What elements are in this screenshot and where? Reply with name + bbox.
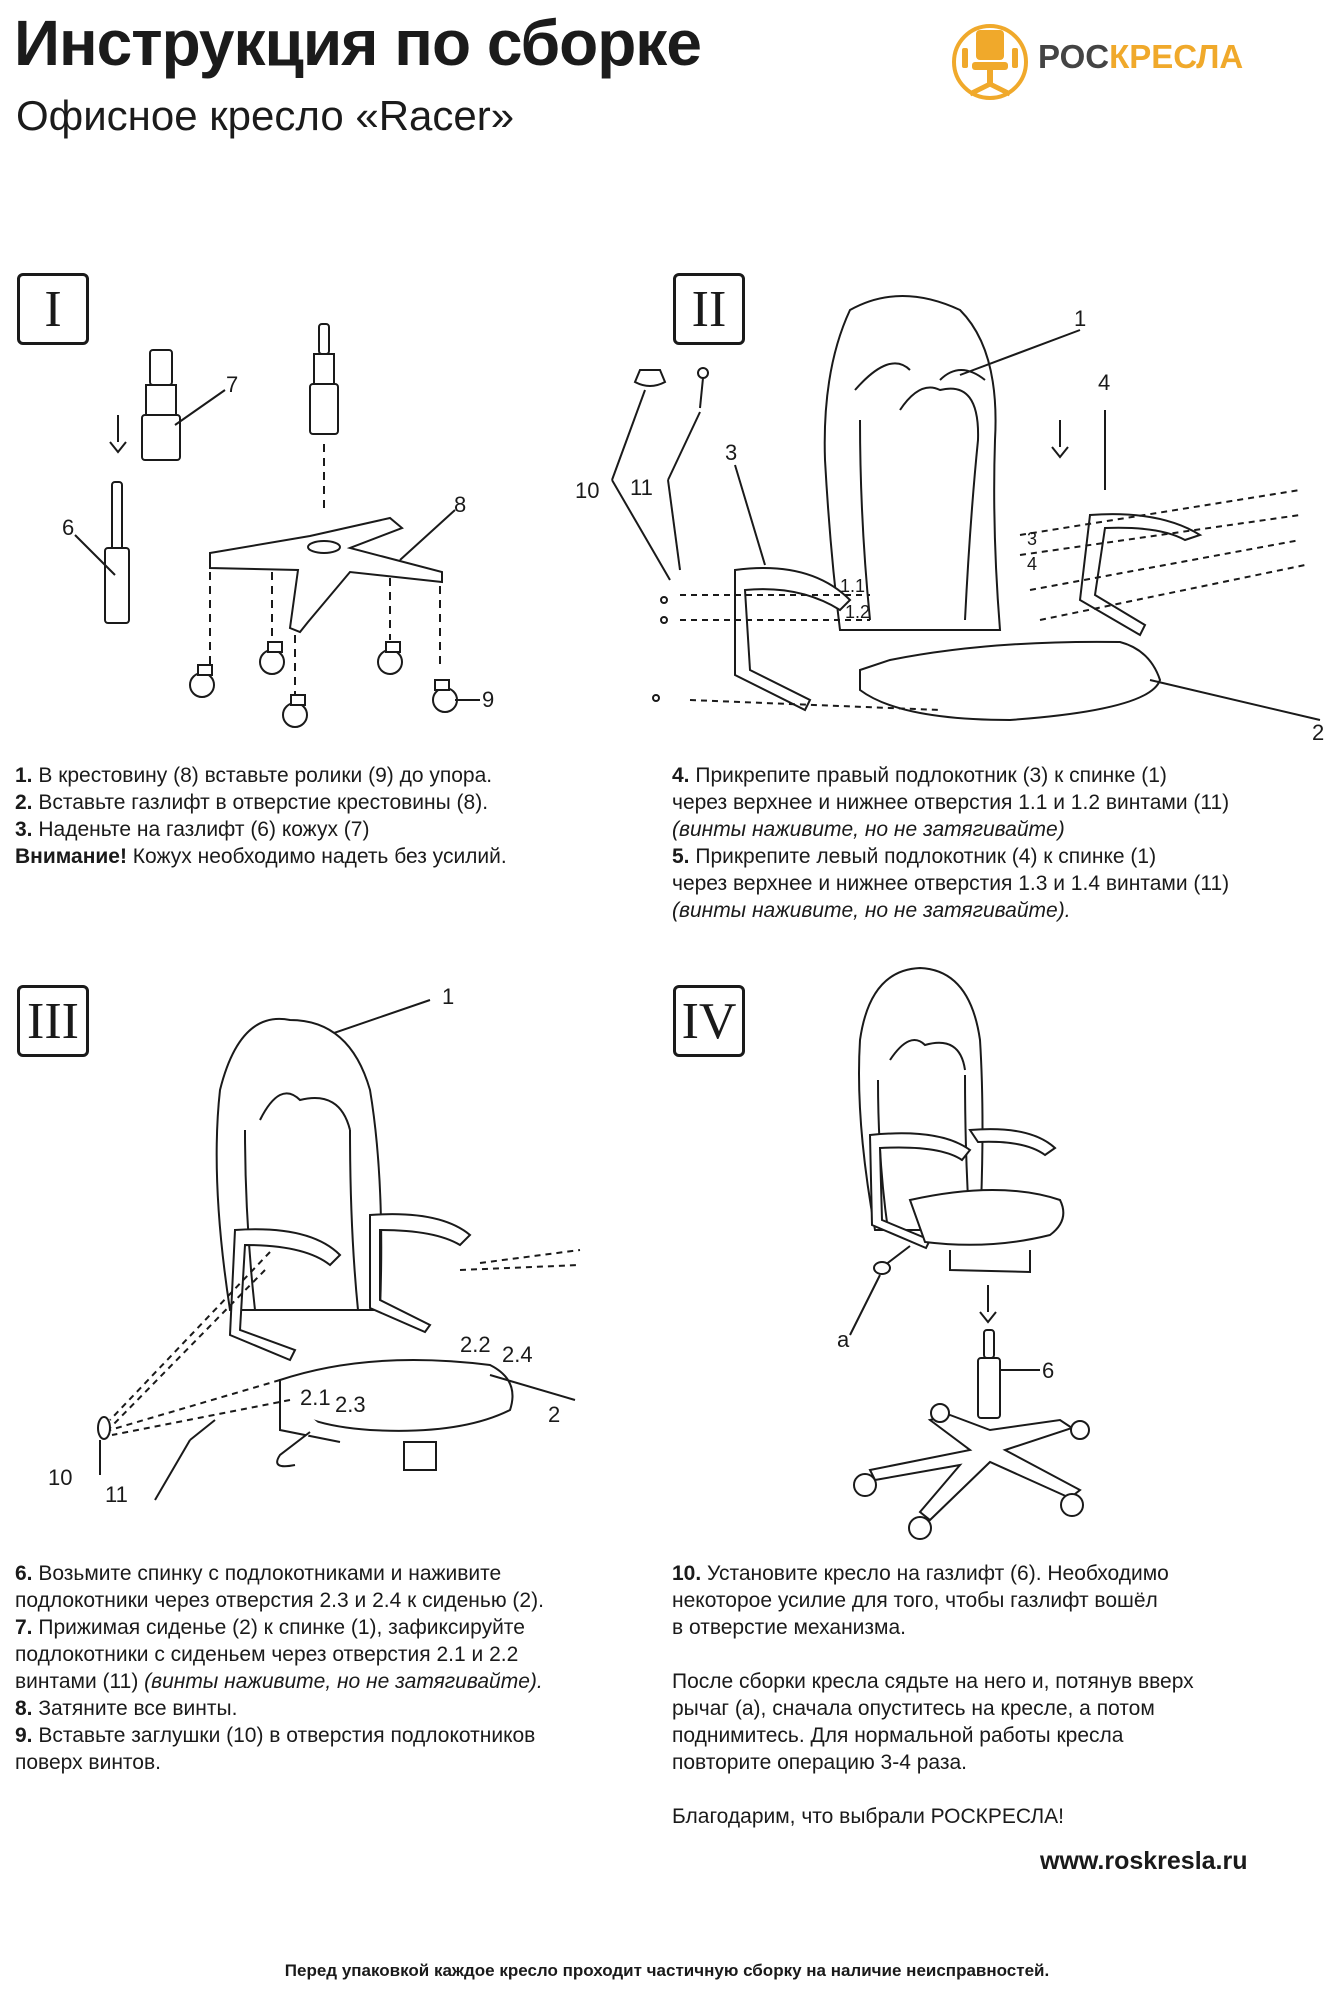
instruction-line: через верхнее и нижнее отверстия 1.1 и 1.2 винтами (11)	[672, 791, 1230, 814]
callout-1: 1	[442, 984, 455, 1009]
instruction-line: подлокотники с сиденьем через отверстия 2.1 и 2.2	[15, 1643, 519, 1666]
step-number-3: III	[17, 985, 89, 1057]
thanks-line: Благодарим, что выбрали РОСКРЕСЛА!	[672, 1805, 1065, 1828]
lever-handle-icon	[874, 1262, 890, 1274]
instruction-line: некоторое усилие для того, чтобы газлифт вошёл	[672, 1589, 1158, 1612]
instruction-line: 1. В крестовину (8) вставьте ролики (9) до упора.	[15, 764, 493, 787]
instruction-line: повторите операцию 3-4 раза.	[672, 1751, 967, 1774]
callout-4b: 4	[1027, 554, 1038, 574]
callout-1: 1	[1074, 306, 1087, 331]
instruction-line: (винты наживите, но не затягивайте).	[672, 899, 1071, 922]
step2-illustration	[560, 290, 1334, 750]
callout-2-4: 2.4	[502, 1342, 533, 1367]
plug-cap-icon	[98, 1417, 110, 1439]
callout-3: 3	[725, 440, 738, 465]
step2-instructions	[672, 762, 1322, 924]
website-link[interactable]: www.roskresla.ru	[1040, 1847, 1248, 1875]
chair-logo-icon	[954, 26, 1026, 98]
plug-cap-icon	[635, 370, 665, 386]
instruction-line: 3. Наденьте на газлифт (6) кожух (7)	[15, 818, 370, 841]
instruction-line: 7. Прижимая сиденье (2) к спинке (1), зафиксируйте	[15, 1616, 525, 1639]
callout-2: 2	[548, 1402, 561, 1427]
warning-line: Внимание! Кожух необходимо надеть без усилий.	[15, 845, 507, 868]
callout-11: 11	[105, 1482, 128, 1507]
instruction-line: подлокотники через отверстия 2.3 и 2.4 к сиденью (2).	[15, 1589, 544, 1612]
callout-4: 4	[1098, 370, 1111, 395]
document-subtitle: Офисное кресло «Racer»	[16, 92, 515, 139]
callout-9: 9	[482, 687, 495, 712]
callout-7: 7	[226, 372, 239, 397]
step3-instructions	[15, 1560, 655, 1776]
instruction-line: через верхнее и нижнее отверстия 1.3 и 1.4 винтами (11)	[672, 872, 1230, 895]
step1-instructions	[15, 762, 655, 870]
callout-2-3: 2.3	[335, 1392, 366, 1417]
step4-instructions	[672, 1560, 1322, 1830]
callout-2-2: 2.2	[460, 1332, 491, 1357]
document-title: Инструкция по сборке	[14, 7, 701, 79]
instruction-line: После сборки кресла сядьте на него и, потянув вверх	[672, 1670, 1194, 1693]
callout-10: 10	[575, 478, 600, 503]
instruction-line: 6. Возьмите спинку с подлокотниками и наживите	[15, 1562, 502, 1585]
callout-6: 6	[1042, 1358, 1055, 1383]
instruction-line: (винты наживите, но не затягивайте)	[672, 818, 1065, 841]
step-number-2: II	[673, 273, 745, 345]
callout-10: 10	[48, 1465, 73, 1490]
callout-8: 8	[454, 492, 467, 517]
step4-illustration	[800, 950, 1180, 1540]
step1-illustration	[50, 310, 530, 750]
callout-6: 6	[62, 515, 75, 540]
instruction-line: поднимитесь. Для нормальной работы кресла	[672, 1724, 1124, 1747]
instruction-line: 4. Прикрепите правый подлокотник (3) к спинке (1)	[672, 764, 1167, 787]
step3-illustration	[40, 980, 640, 1520]
screw-icon	[698, 368, 708, 408]
callout-2-1: 2.1	[300, 1385, 331, 1410]
step-number-1: I	[17, 273, 89, 345]
footer-note: Перед упаковкой каждое кресло проходит частичную сборку на наличие неисправностей.	[284, 1961, 1050, 1980]
callout-1-1: 1.1	[840, 576, 866, 596]
callout-1-2: 1.2	[845, 602, 871, 622]
callout-3b: 3	[1027, 529, 1038, 549]
callout-2: 2	[1312, 720, 1325, 745]
instruction-line: 2. Вставьте газлифт в отверстие крестовины (8).	[15, 791, 489, 814]
instruction-line: 5. Прикрепите левый подлокотник (4) к спинке (1)	[672, 845, 1157, 868]
instruction-line: рычаг (a), сначала опуститесь на кресле, а потом	[672, 1697, 1155, 1720]
brand-name: РОСКРЕСЛА	[1038, 38, 1244, 75]
step-number-4: IV	[673, 985, 745, 1057]
callout-11: 11	[630, 475, 653, 500]
instruction-line: в отверстие механизма.	[672, 1616, 906, 1639]
instruction-line: поверх винтов.	[15, 1751, 161, 1774]
instruction-line: 9. Вставьте заглушки (10) в отверстия подлокотников	[15, 1724, 536, 1747]
instruction-line: винтами (11) (винты наживите, но не затягивайте).	[15, 1670, 543, 1693]
instruction-line: 8. Затяните все винты.	[15, 1697, 238, 1720]
caster-wheel-icon	[190, 665, 214, 697]
instruction-line: 10. Установите кресло на газлифт (6). Необходимо	[672, 1562, 1169, 1585]
callout-a: a	[837, 1327, 850, 1352]
